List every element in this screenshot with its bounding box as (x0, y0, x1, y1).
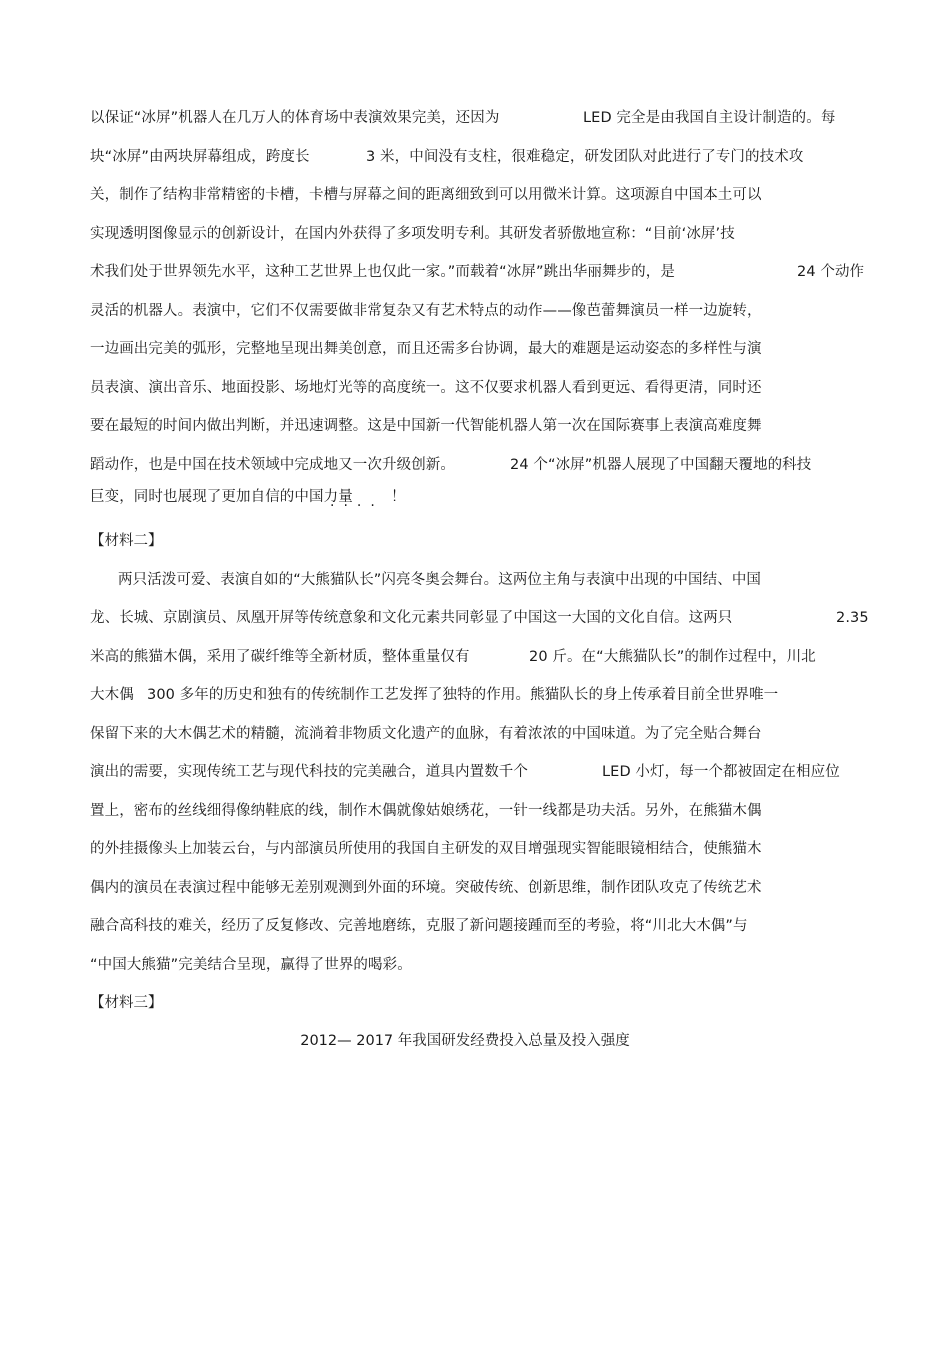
text-segment: 24 个“冰屏”机器人展现了中国翻天覆地的科技 (510, 457, 812, 473)
text-segment: 3 米，中间没有支柱，很难稳定，研发团队对此进行了专门的技术攻 (366, 149, 804, 165)
text-segment: 保留下来的大木偶艺术的精髓，流淌着非物质文化遗产的血脉，有着浓浓的中国味道。为了完全贴合舞台 (90, 726, 762, 742)
text-segment: LED 小灯，每一个都被固定在相应位 (602, 764, 840, 780)
text-segment: 要在最短的时间内做出判断，并迅速调整。这是中国新一代智能机器人第一次在国际赛事上表演高难度舞 (90, 418, 762, 434)
section-label-material2: 【材料二】 (90, 533, 163, 549)
text-segment: 一边画出完美的弧形，完整地呈现出舞美创意，而且还需多台协调，最大的难题是运动姿态的多样性与演 (90, 341, 762, 357)
text-segment: 的外挂摄像头上加装云台，与内部演员所使用的我国自主研发的双目增强现实智能眼镜相结合，使熊猫木 (90, 841, 762, 857)
text-segment: 24 个动作 (797, 264, 865, 280)
text-segment: 20 斤。在“大熊猫队长”的制作过程中，川北 (529, 649, 816, 665)
text-segment: 术我们处于世界领先水平，这种工艺世界上也仅此一家。”而载着“冰屏”跳出华丽舞步的，是 (90, 264, 675, 280)
text-segment: 蹈动作，也是中国在技术领域中完成地又一次升级创新。 (90, 457, 455, 473)
text-segment: 米高的熊猫木偶，采用了碳纤维等全新材质，整体重量仅有 (90, 649, 470, 665)
text-segment: LED 完全是由我国自主设计制造的。每 (583, 110, 836, 126)
text-segment: 员表演、演出音乐、地面投影、场地灯光等的高度统一。这不仅要求机器人看到更远、看得更清，同时还 (90, 380, 762, 396)
text-segment: 实现透明图像显示的创新设计，在国内外获得了多项发明专利。其研发者骄傲地宣称：“目前‘冰屏’技 (90, 226, 735, 242)
text-segment: 偶内的演员在表演过程中能够无差别观测到外面的环境。突破传统、创新思维，制作团队攻克了传统艺术 (90, 880, 762, 896)
chart-title: 2012— 2017 年我国研发经费投入总量及投入强度 (300, 1033, 630, 1049)
text-segment: 灵活的机器人。表演中，它们不仅需要做非常复杂又有艺术特点的动作——像芭蕾舞演员一样一边旋转， (90, 303, 762, 319)
text-segment: 置上，密布的丝线细得像纳鞋底的线，制作木偶就像姑娘绣花，一针一线都是功夫活。另外，在熊猫木偶 (90, 803, 762, 819)
text-segment: 融合高科技的难关，经历了反复修改、完善地磨练，克服了新问题接踵而至的考验，将“川北大木偶”与 (90, 918, 748, 934)
text-segment: 300 多年的历史和独有的传统制作工艺发挥了独特的作用。熊猫队长的身上传承着目前全世界唯一 (147, 687, 779, 703)
text-segment: 关，制作了结构非常精密的卡槽，卡槽与屏幕之间的距离细致到可以用微米计算。这项源自中国本土可以 (90, 187, 762, 203)
section-label-material3: 【材料三】 (90, 995, 163, 1011)
text-segment: 块“冰屏”由两块屏幕组成，跨度长 (90, 149, 310, 165)
text-segment: ！ (391, 489, 406, 505)
text-segment: 大木偶 (90, 687, 134, 703)
text-segment: 两只活泼可爱、表演自如的“大熊猫队长”闪亮冬奥会舞台。这两位主角与表演中出现的中国结、中国 (118, 572, 762, 588)
text-segment: 演出的需要，实现传统工艺与现代科技的完美融合，道具内置数千个 (90, 764, 528, 780)
text-segment: “中国大熊猫”完美结合呈现，赢得了世界的喝彩。 (90, 957, 412, 973)
text-segment: 2.35 (836, 610, 869, 626)
text-segment: 龙、长城、京剧演员、凤凰开屏等传统意象和文化元素共同彰显了中国这一大国的文化自信。这两只 (90, 610, 733, 626)
text-segment: 巨变，同时也展现了更加自信的中国力量 (90, 489, 353, 505)
text-segment: 以保证“冰屏”机器人在几万人的体育场中表演效果完美，还因为 (90, 110, 500, 126)
emphasis-dots: ···· (330, 498, 384, 514)
